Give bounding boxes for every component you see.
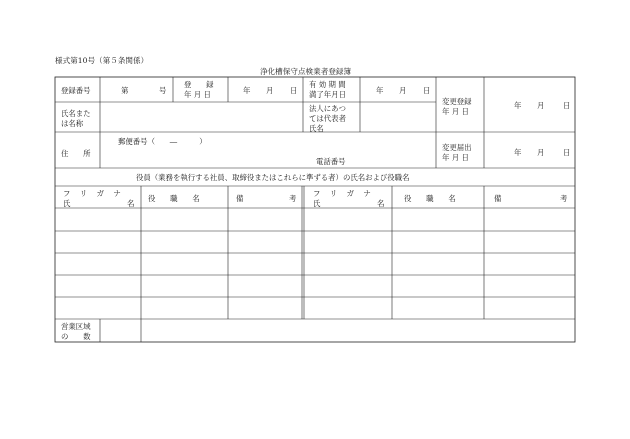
expiry-date-day: 日: [423, 86, 431, 95]
registration-date-label-line1: 登 録: [184, 80, 214, 89]
business-area-count-label-line2: の 数: [61, 332, 91, 341]
registration-date-day: 日: [290, 86, 298, 95]
expiry-label-line2: 満了年月日: [309, 90, 346, 99]
change-notice-label-line2: 年 月 日: [442, 153, 469, 162]
change-registration-month: 月: [537, 101, 545, 110]
registration-number-label: 登録番号: [61, 86, 91, 95]
left-col-name-shi: 氏: [63, 199, 71, 208]
right-col-position: 役 職 名: [404, 194, 456, 203]
left-col-furigana: フ リ ガ ナ: [63, 189, 122, 198]
change-registration-day: 日: [563, 101, 571, 110]
registration-date-year: 年: [243, 86, 251, 95]
officers-heading: 役員（業務を執行する社員、取締役またはこれらに準ずる者）の氏名および役職名: [136, 173, 410, 182]
phone-number-label: 電話番号: [316, 157, 346, 166]
left-col-position: 役 職 名: [148, 194, 200, 203]
change-notice-month: 月: [537, 148, 545, 157]
name-label-line2: は名称: [61, 119, 84, 128]
address-label: 住 所: [61, 149, 91, 158]
registration-number-suffix: 号: [159, 86, 167, 95]
name-label-line1: 氏名また: [61, 109, 91, 118]
representative-label-line2: ては代表者: [309, 114, 346, 123]
change-registration-label-line2: 年 月 日: [442, 107, 469, 116]
change-notice-label-line1: 変更届出: [442, 143, 472, 152]
form-number: 様式第10号（第５条関係）: [55, 56, 149, 65]
expiry-date-month: 月: [399, 86, 407, 95]
left-col-remarks-a: 備: [236, 194, 244, 203]
change-notice-year: 年: [514, 148, 522, 157]
business-area-count-label-line1: 営業区域: [61, 322, 91, 331]
left-col-remarks-b: 考: [289, 194, 297, 203]
right-col-remarks-a: 備: [494, 194, 502, 203]
left-col-name-mei: 名: [127, 199, 135, 208]
change-registration-year: 年: [514, 101, 522, 110]
change-registration-label-line1: 変更登録: [442, 97, 472, 106]
representative-label-line3: 氏名: [309, 124, 324, 133]
right-col-furigana: フ リ ガ ナ: [313, 189, 372, 198]
registration-date-label-line2: 年 月 日: [184, 90, 211, 99]
change-notice-day: 日: [563, 148, 571, 157]
registration-number-prefix: 第: [121, 86, 129, 95]
right-col-remarks-b: 考: [560, 194, 568, 203]
right-col-name-mei: 名: [377, 199, 385, 208]
right-col-name-shi: 氏: [313, 199, 321, 208]
postal-code-label: 郵便番号（ ― ）: [118, 137, 207, 146]
form-title: 浄化槽保守点検業者登録簿: [260, 67, 352, 76]
representative-label-line1: 法人にあつ: [309, 104, 346, 113]
expiry-label-line1: 有 効 期 間: [309, 80, 346, 89]
expiry-date-year: 年: [376, 86, 384, 95]
registration-date-month: 月: [266, 86, 274, 95]
